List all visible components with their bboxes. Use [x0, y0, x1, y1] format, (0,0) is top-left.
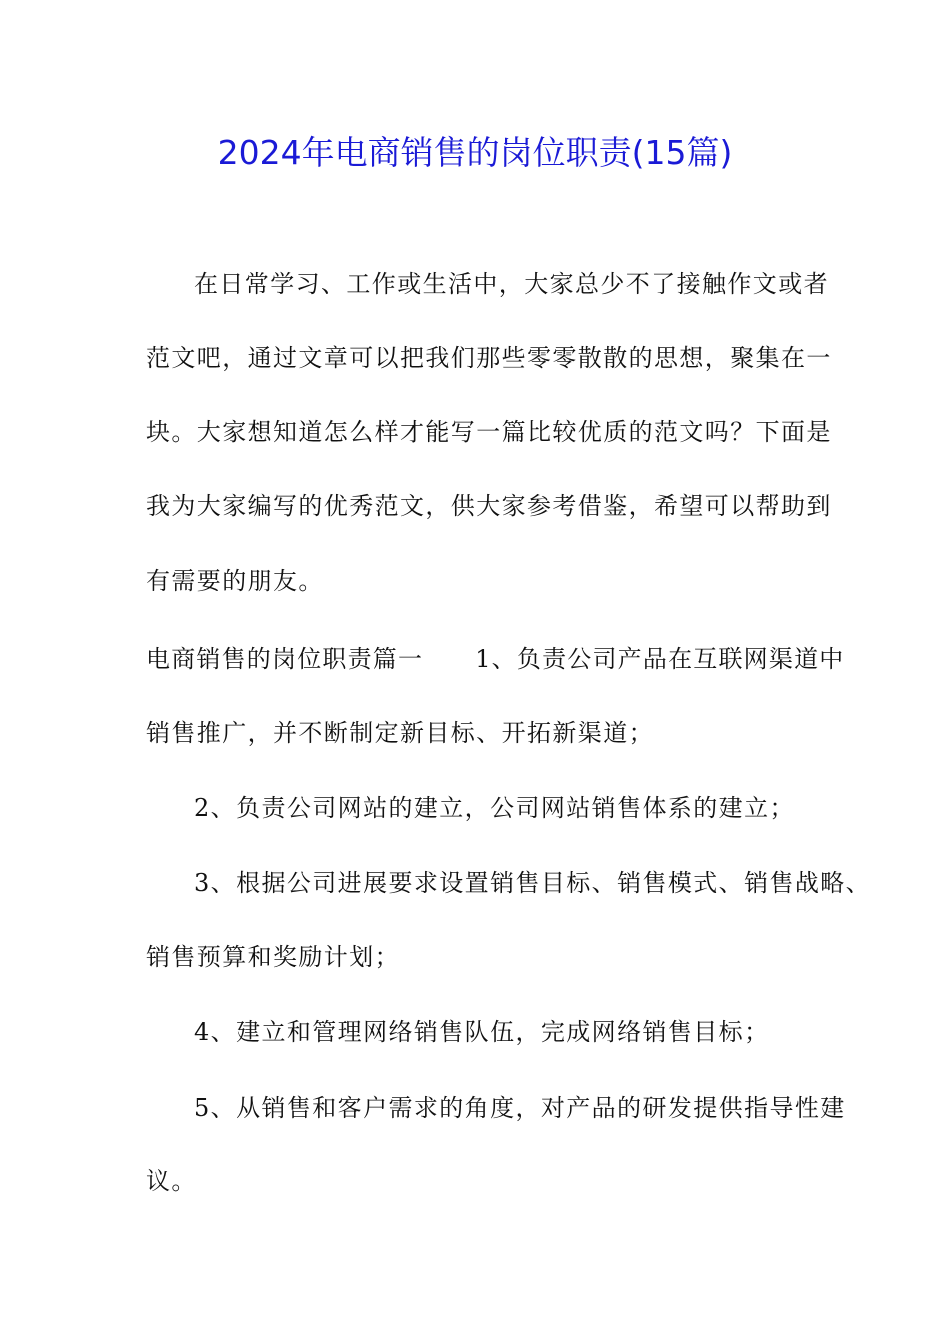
section-heading-line: [146, 641, 844, 677]
item-3-continued: 销售预算和奖励计划；: [146, 943, 400, 971]
intro-line-1: 在日常学习、工作或生活中，大家总少不了接触作文或者: [194, 270, 829, 298]
item-1-start: 1、负责公司产品在互联网渠道中: [475, 645, 845, 673]
item-4: 4、建立和管理网络销售队伍，完成网络销售目标；: [194, 1018, 770, 1046]
item-1-continued: 销售推广，并不断制定新目标、开拓新渠道；: [146, 719, 654, 747]
document-title: 2024年电商销售的岗位职责(15篇): [217, 133, 733, 172]
intro-line-4: 我为大家编写的优秀范文，供大家参考借鉴，希望可以帮助到: [146, 492, 832, 520]
item-3-start: 3、根据公司进展要求设置销售目标、销售模式、销售战略、: [194, 869, 872, 897]
item-5-start: 5、从销售和客户需求的角度，对产品的研发提供指导性建: [194, 1094, 846, 1122]
item-5-continued: 议。: [146, 1167, 197, 1195]
section-heading: 电商销售的岗位职责篇一: [146, 645, 424, 673]
intro-line-3: 块。大家想知道怎么样才能写一篇比较优质的范文吗？下面是: [146, 418, 832, 446]
intro-line-5: 有需要的朋友。: [146, 567, 324, 595]
item-2: 2、负责公司网站的建立，公司网站销售体系的建立；: [194, 794, 795, 822]
intro-line-2: 范文吧，通过文章可以把我们那些零零散散的思想，聚集在一: [146, 344, 832, 372]
